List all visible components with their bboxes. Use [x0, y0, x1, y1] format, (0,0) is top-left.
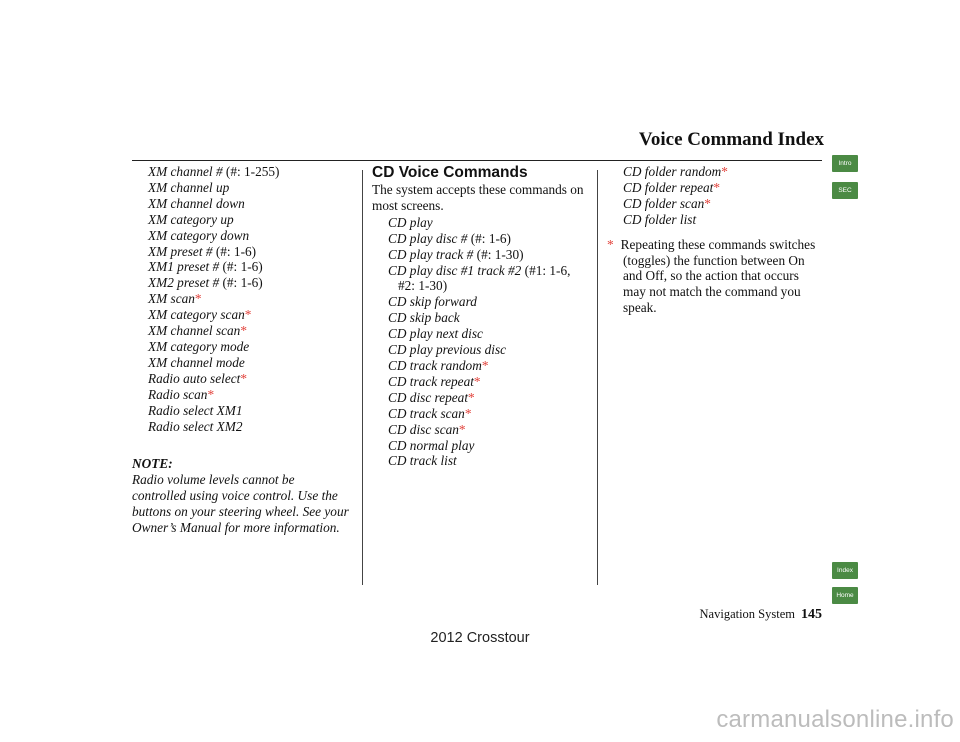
section-intro	[372, 182, 592, 214]
footnote-line: may not match the command you	[623, 284, 801, 300]
page-footer	[700, 607, 822, 623]
command-range: (#: 1-6)	[212, 243, 257, 259]
command-text: XM category down	[148, 227, 250, 243]
command-text: CD disc repeat	[388, 389, 469, 405]
footnote-line: (toggles) the function between On	[623, 252, 805, 268]
toggle-star-marker: *	[244, 307, 252, 323]
voice-command-item	[132, 307, 357, 323]
voice-command-item	[372, 247, 592, 263]
command-text: CD normal play	[388, 437, 475, 453]
command-text: Radio auto select	[148, 370, 241, 386]
note-title: NOTE:	[132, 456, 173, 472]
xm-command-list	[132, 164, 357, 434]
command-text: CD play previous disc	[388, 342, 507, 358]
toggle-star-marker: *	[194, 291, 202, 307]
command-text: XM1 preset #	[148, 259, 220, 275]
header-rule	[132, 160, 822, 161]
command-range: (#: 1-255)	[222, 164, 280, 179]
section-title: CD Voice Commands	[372, 164, 528, 181]
voice-command-item	[372, 215, 592, 231]
command-range-continued: #2: 1-30)	[398, 278, 448, 294]
command-text: CD disc scan	[388, 421, 459, 437]
command-text: CD track random	[388, 357, 482, 373]
footer-section-name: Navigation System	[699, 607, 795, 621]
command-text: XM preset #	[148, 243, 213, 259]
command-text: CD skip forward	[388, 294, 477, 310]
command-text: XM channel #	[148, 164, 223, 179]
xm-radio-commands-column	[132, 164, 357, 536]
toggle-star-marker: *	[240, 323, 247, 339]
voice-command-item	[607, 180, 827, 196]
voice-command-item	[372, 374, 592, 390]
toggle-star-marker: *	[713, 179, 721, 195]
command-text: CD track scan	[388, 405, 465, 421]
voice-command-item	[372, 390, 592, 406]
voice-command-item	[132, 244, 357, 260]
voice-command-item	[132, 371, 357, 387]
command-text: Radio scan	[148, 386, 208, 402]
voice-command-item	[372, 294, 592, 310]
command-text: CD folder repeat	[623, 179, 714, 195]
voice-command-item	[132, 323, 357, 339]
voice-command-item	[372, 342, 592, 358]
command-text: CD track list	[388, 453, 457, 469]
command-text: XM channel mode	[148, 354, 245, 370]
note-line: Radio volume levels cannot be	[132, 472, 295, 488]
command-text: XM channel up	[148, 179, 230, 195]
cd-folder-command-list	[607, 164, 827, 228]
site-watermark: carmanualsonline.info	[716, 706, 954, 733]
note-line: buttons on your steering wheel. See your	[132, 504, 349, 520]
command-text: XM category scan	[148, 307, 245, 323]
command-text: CD play	[388, 214, 433, 230]
command-text: XM category mode	[148, 338, 250, 354]
voice-command-item	[607, 196, 827, 212]
command-text: XM2 preset #	[148, 275, 220, 291]
toggle-star-marker: *	[464, 405, 472, 421]
voice-command-item	[372, 231, 592, 247]
voice-command-item	[607, 164, 827, 180]
toggle-star-marker: *	[473, 373, 481, 389]
command-text: CD play disc #1 track #2	[388, 262, 522, 278]
command-range: (#: 1-6)	[219, 275, 263, 291]
command-text: XM channel down	[148, 195, 245, 211]
command-text: CD play disc #	[388, 230, 468, 246]
voice-command-item	[132, 275, 357, 291]
voice-command-item	[372, 438, 592, 454]
voice-command-item	[132, 228, 357, 244]
footnote-text: Repeating these commands switches	[620, 236, 816, 252]
cd-command-list	[372, 215, 592, 470]
voice-command-item	[132, 339, 357, 355]
command-text: XM category up	[148, 211, 234, 227]
voice-command-item	[372, 422, 592, 438]
command-text: CD folder random	[623, 164, 722, 179]
toggle-footnote	[607, 237, 827, 317]
toggle-star-marker: *	[721, 164, 728, 179]
command-text: CD folder scan	[623, 195, 705, 211]
footnote-marker: *	[607, 236, 614, 252]
cd-voice-commands-column	[372, 164, 592, 469]
command-text: CD track repeat	[388, 373, 474, 389]
voice-command-item	[132, 419, 357, 435]
home-tab[interactable]: Home	[832, 587, 858, 604]
cd-folder-commands-column	[607, 164, 827, 316]
radio-volume-note	[132, 456, 357, 536]
voice-command-item	[132, 355, 357, 371]
column-divider-left	[362, 170, 363, 585]
toggle-star-marker: *	[207, 386, 215, 402]
command-text: CD play track #	[388, 246, 474, 262]
command-text: XM channel scan	[148, 323, 241, 339]
command-text: Radio select XM2	[148, 418, 243, 434]
voice-command-item	[132, 291, 357, 307]
sec-tab[interactable]: SEC	[832, 182, 858, 199]
footnote-line	[607, 237, 827, 253]
page-number: 145	[801, 607, 822, 622]
voice-command-item	[132, 259, 357, 275]
footnote-line: speak.	[623, 300, 657, 316]
intro-line: most screens.	[372, 197, 444, 213]
command-range: (#1: 1-6,	[521, 262, 571, 278]
model-label: 2012 Crosstour	[430, 630, 530, 646]
page-title: Voice Command Index	[638, 129, 824, 150]
voice-command-item	[132, 403, 357, 419]
voice-command-item	[132, 212, 357, 228]
voice-command-item	[372, 406, 592, 422]
command-text: CD folder list	[623, 211, 697, 227]
voice-command-item	[372, 358, 592, 374]
command-range: (#: 1-6)	[219, 259, 263, 275]
voice-command-item	[132, 164, 357, 180]
toggle-star-marker: *	[704, 195, 711, 211]
index-tab[interactable]: Index	[832, 562, 858, 579]
toggle-star-marker: *	[240, 370, 247, 386]
voice-command-item	[372, 453, 592, 469]
command-text: Radio select XM1	[148, 402, 243, 418]
command-text: CD play next disc	[388, 326, 483, 342]
toggle-star-marker: *	[468, 389, 475, 405]
toggle-star-marker: *	[481, 357, 489, 373]
voice-command-item	[372, 310, 592, 326]
voice-command-item	[372, 263, 592, 279]
voice-command-item	[607, 212, 827, 228]
column-divider-right	[597, 170, 598, 585]
intro-line: The system accepts these commands on	[372, 182, 584, 197]
voice-command-item	[132, 180, 357, 196]
command-range: (#: 1-6)	[467, 230, 511, 246]
command-text: CD skip back	[388, 310, 460, 326]
command-range: (#: 1-30)	[473, 246, 524, 262]
voice-command-item	[372, 326, 592, 342]
voice-command-item	[132, 387, 357, 403]
note-line: Owner’s Manual for more information.	[132, 520, 340, 536]
toggle-star-marker: *	[458, 421, 466, 437]
intro-tab[interactable]: Intro	[832, 155, 858, 172]
note-line: controlled using voice control. Use the	[132, 488, 338, 504]
footnote-line: and Off, so the action that occurs	[623, 268, 799, 284]
command-text: XM scan	[148, 291, 195, 307]
voice-command-item	[132, 196, 357, 212]
